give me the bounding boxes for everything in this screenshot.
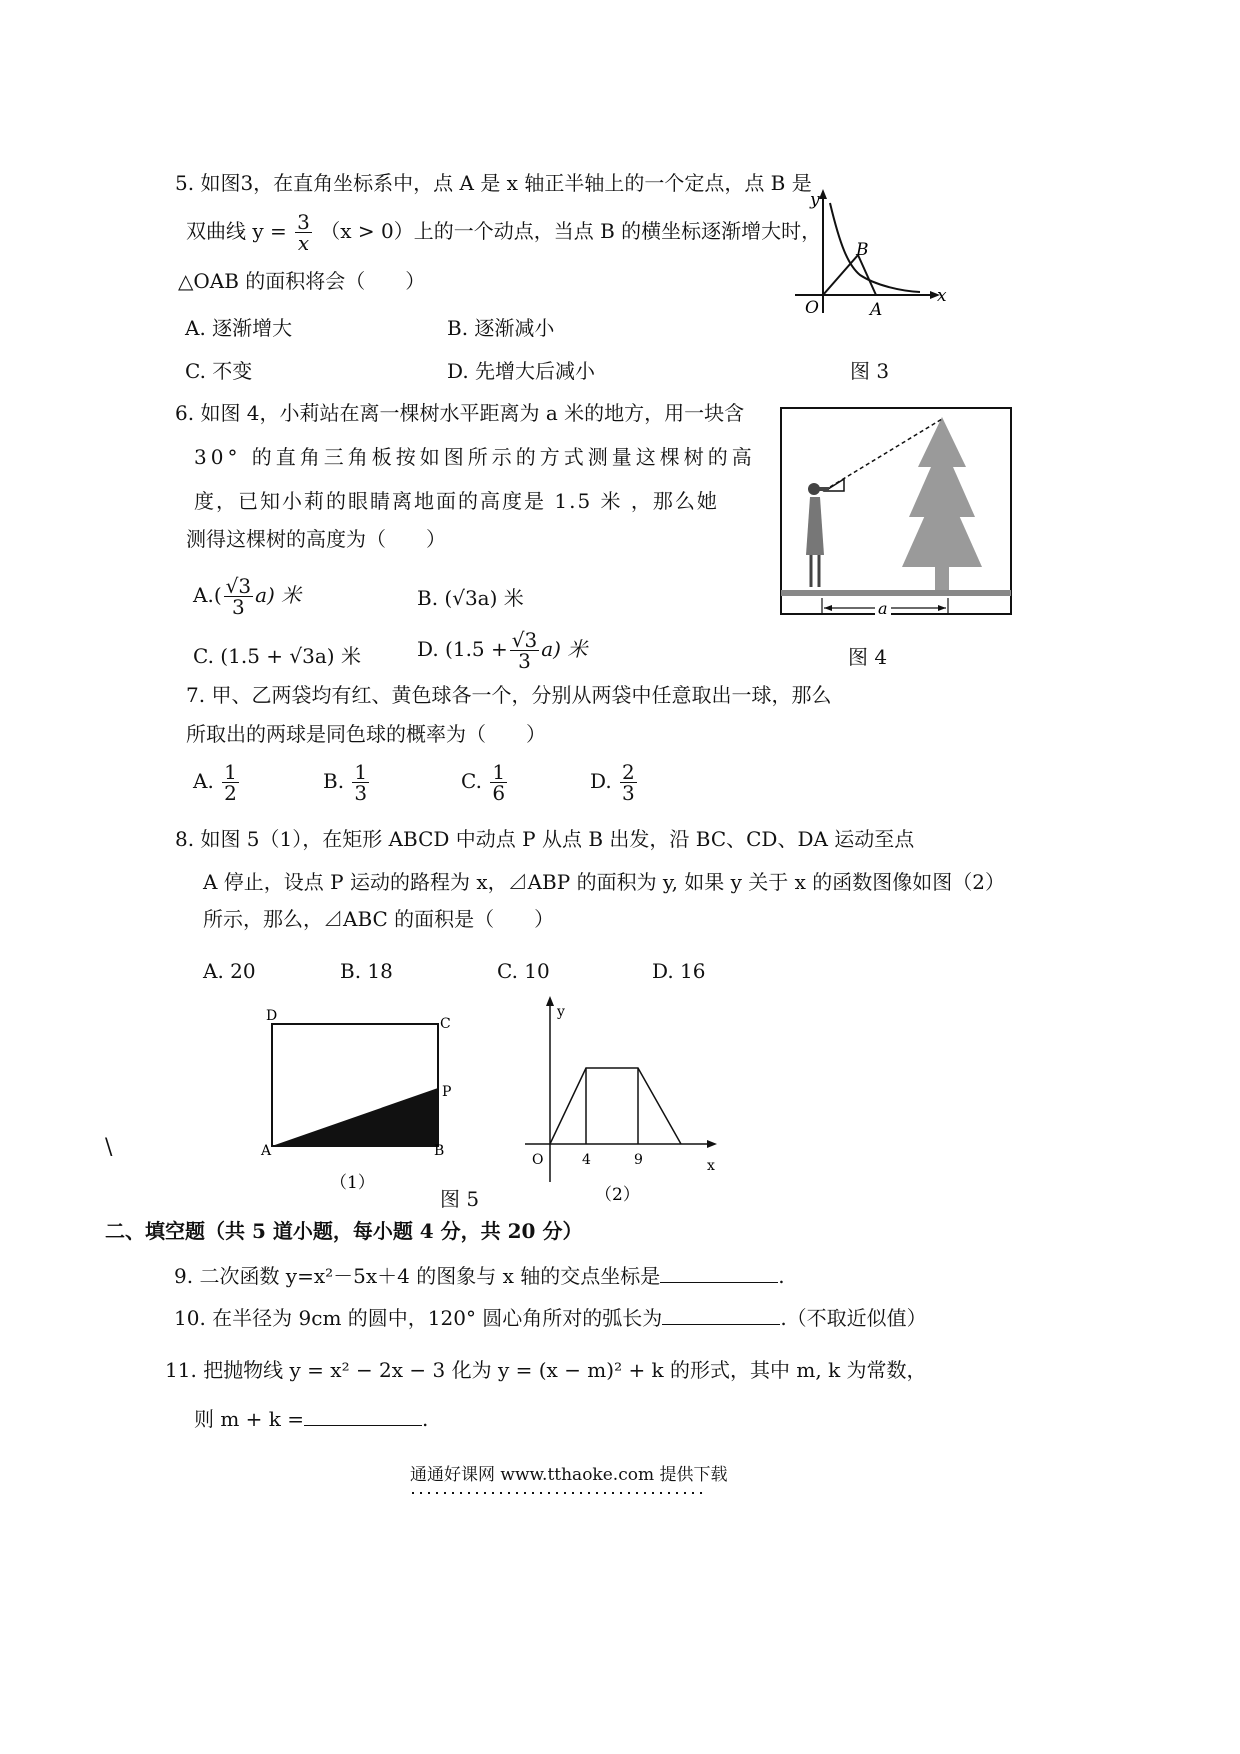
q9-text: 9. 二次函数 y=x²－5x＋4 的图象与 x 轴的交点坐标是 xyxy=(174,1264,661,1288)
q7-option-d-fraction xyxy=(620,762,637,803)
q7-option-a-label: A. xyxy=(193,769,214,793)
q11-prefix: 则 m + k = xyxy=(194,1407,305,1431)
q6-option-a-tail: a) 米 xyxy=(255,583,302,607)
fig4-caption: 图 4 xyxy=(848,645,888,669)
q7-option-c xyxy=(461,762,509,803)
q8-line3: 所示，那么，⊿ABC 的面积是（ ） xyxy=(203,907,555,931)
q8-line1: 8. 如图 5（1），在矩形 ABCD 中动点 P 从点 B 出发，沿 BC、CD、DA 运动至点 xyxy=(175,827,915,851)
q6-line3: 度，已知小莉的眼睛离地面的高度是 1.5 米 ，那么她 xyxy=(194,489,719,513)
q9 xyxy=(174,1263,785,1289)
figure-3 xyxy=(790,185,960,325)
q7-option-b-fraction xyxy=(352,762,369,803)
q11-line2 xyxy=(194,1406,428,1432)
q7-option-b-num: 1 xyxy=(354,760,368,784)
q11-answer-blank[interactable] xyxy=(304,1407,422,1426)
fig5-p-label: P xyxy=(442,1084,452,1100)
q11-period: . xyxy=(422,1407,429,1431)
q7-option-a-den: 2 xyxy=(224,781,237,805)
q6-option-d-den: 3 xyxy=(518,649,531,673)
q7-option-d-label: D. xyxy=(590,769,612,793)
q5-line1: 5. 如图3，在直角坐标系中，点 A 是 x 轴正半轴上的一个定点，点 B 是 xyxy=(175,171,812,195)
footer-dots xyxy=(410,1490,710,1496)
q7-option-b-label: B. xyxy=(323,769,345,793)
q9-period: . xyxy=(778,1264,785,1288)
q6-option-d-fraction xyxy=(510,630,539,671)
q5-line2b: （x > 0）上的一个动点，当点 B 的横坐标逐渐增大时， xyxy=(320,219,822,243)
q6-option-a-fraction xyxy=(224,576,253,617)
fig3-o-label: O xyxy=(805,298,819,318)
fig5-2-caption: （2） xyxy=(595,1185,640,1205)
fig5-2-x-label: x xyxy=(707,1158,715,1174)
figure-5-2 xyxy=(515,992,725,1207)
q6-option-a-num: √3 xyxy=(225,574,252,598)
q7-option-c-fraction xyxy=(490,762,507,803)
q5-frac-num: 3 xyxy=(297,210,310,234)
q8-option-d: D. 16 xyxy=(652,959,706,983)
q6-option-d xyxy=(417,630,587,671)
q6-line4: 测得这棵树的高度为（ ） xyxy=(186,527,446,551)
fig5-d-label: D xyxy=(266,1008,278,1024)
q7-option-a-num: 1 xyxy=(224,760,237,784)
fig5-2-o-label: O xyxy=(532,1152,544,1168)
fig5-caption: 图 5 xyxy=(440,1187,480,1211)
q7-option-d-den: 3 xyxy=(622,781,635,805)
q7-option-c-num: 1 xyxy=(492,760,506,784)
fig3-a-label: A xyxy=(870,300,883,320)
q5-line2a: 双曲线 y = xyxy=(186,219,287,243)
q7-option-c-label: C. xyxy=(461,769,482,793)
q7-option-a-fraction xyxy=(222,762,239,803)
q10 xyxy=(174,1305,927,1331)
q9-answer-blank[interactable] xyxy=(660,1264,778,1283)
q6-option-b: B. (√3a) 米 xyxy=(417,586,524,610)
q7-option-a xyxy=(193,762,241,803)
q8-option-b: B. 18 xyxy=(340,959,393,983)
q7-line2: 所取出的两球是同色球的概率为（ ） xyxy=(186,722,546,746)
q6-option-d-tail: a) 米 xyxy=(541,637,588,661)
fig5-1-caption: （1） xyxy=(330,1173,375,1193)
q6-option-a xyxy=(193,576,301,617)
q8-option-a: A. 20 xyxy=(203,959,256,983)
q5-option-d: D. 先增大后减小 xyxy=(447,359,596,383)
q7-option-d-num: 2 xyxy=(622,760,635,784)
q6-option-a-paren: ( xyxy=(213,583,222,607)
q6-option-d-num: √3 xyxy=(511,628,538,652)
q5-option-b: B. 逐渐减小 xyxy=(447,316,555,340)
fig3-b-label: B xyxy=(856,240,869,260)
q5-line2 xyxy=(186,212,821,253)
q5-fraction xyxy=(295,212,312,253)
q7-option-b-den: 3 xyxy=(354,781,368,805)
q8-option-c: C. 10 xyxy=(497,959,550,983)
figure-5-1 xyxy=(258,1008,458,1208)
q7-option-b xyxy=(323,762,371,803)
q6-option-d-label: D. (1.5 + xyxy=(417,637,508,661)
fig4-a-label: a xyxy=(878,599,888,618)
fig5-2-y-label: y xyxy=(557,1004,565,1020)
q7-option-c-den: 6 xyxy=(492,781,506,805)
fig3-caption: 图 3 xyxy=(850,359,890,383)
q8-line2: A 停止，设点 P 运动的路程为 x，⊿ABP 的面积为 y, 如果 y 关于 x 的函数图像如图（2） xyxy=(203,870,1006,894)
fig5-a-label: A xyxy=(261,1143,272,1159)
section2-title: 二、填空题（共 5 道小题，每小题 4 分，共 20 分） xyxy=(105,1219,583,1243)
q11-line1: 11. 把抛物线 y = x² − 2x − 3 化为 y = (x − m)² + k 的形式，其中 m, k 为常数， xyxy=(165,1358,927,1382)
stray-backslash: \ xyxy=(105,1135,113,1160)
q5-option-a: A. 逐渐增大 xyxy=(185,316,293,340)
q10-suffix: .（不取近似值） xyxy=(780,1306,927,1330)
fig5-c-label: C xyxy=(440,1016,451,1032)
fig3-y-label: y xyxy=(810,190,820,210)
q6-line2: 30° 的直角三角板按如图所示的方式测量这棵树的高 xyxy=(194,445,756,469)
q5-option-c: C. 不变 xyxy=(185,359,253,383)
q6-option-c: C. (1.5 + √3a) 米 xyxy=(193,644,361,668)
fig5-b-label: B xyxy=(434,1143,445,1159)
footer-text: 通通好课网 www.tthaoke.com 提供下载 xyxy=(410,1465,728,1485)
q7-line1: 7. 甲、乙两袋均有红、黄色球各一个，分别从两袋中任意取出一球，那么 xyxy=(186,683,832,707)
q6-option-a-den: 3 xyxy=(231,595,245,619)
figure-4 xyxy=(780,407,1012,617)
q6-line1: 6. 如图 4，小莉站在离一棵树水平距离为 a 米的地方，用一块含 xyxy=(175,401,745,425)
q6-option-a-label: A. xyxy=(193,583,214,607)
fig5-2-tick-4: 4 xyxy=(582,1152,591,1168)
q10-text: 10. 在半径为 9cm 的圆中，120° 圆心角所对的弧长为 xyxy=(174,1306,663,1330)
q5-frac-den: x xyxy=(297,231,310,255)
fig5-2-tick-9: 9 xyxy=(634,1152,643,1168)
q10-answer-blank[interactable] xyxy=(662,1306,780,1325)
q5-line3: △OAB 的面积将会（ ） xyxy=(178,269,426,293)
q7-option-d xyxy=(590,762,639,803)
fig3-x-label: x xyxy=(937,286,947,306)
